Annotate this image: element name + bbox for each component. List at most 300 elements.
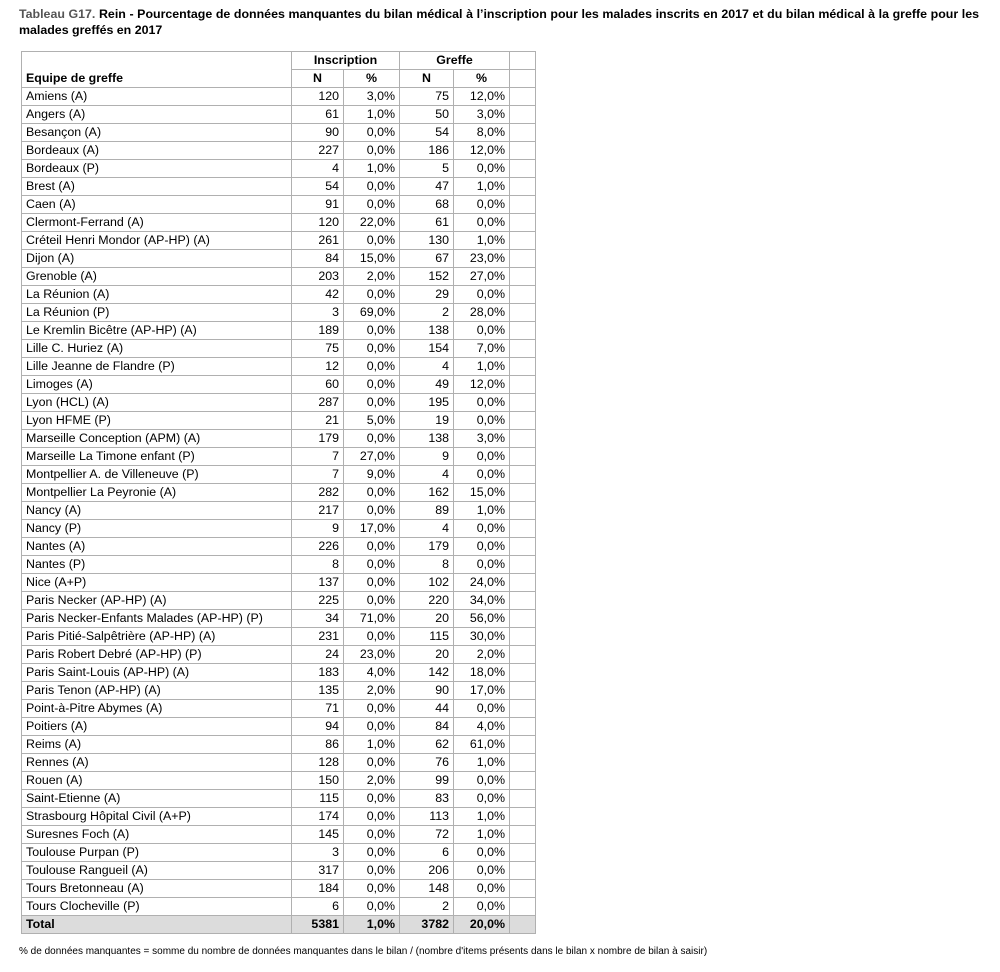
greffe-n: 162: [400, 484, 454, 502]
table-row: [22, 142, 536, 160]
greffe-pct: 12,0%: [454, 88, 510, 106]
table-row: [22, 664, 536, 682]
empty-cell: [510, 664, 536, 682]
inscription-n: 42: [292, 286, 344, 304]
inscription-pct: 0,0%: [344, 502, 400, 520]
table-row: [22, 646, 536, 664]
inscription-n: 226: [292, 538, 344, 556]
empty-cell: [510, 196, 536, 214]
table-row: [22, 376, 536, 394]
table-row: [22, 412, 536, 430]
greffe-n: 220: [400, 592, 454, 610]
inscription-pct: 71,0%: [344, 610, 400, 628]
greffe-pct: 1,0%: [454, 808, 510, 826]
greffe-pct: 12,0%: [454, 376, 510, 394]
table-row: [22, 772, 536, 790]
greffe-pct: 0,0%: [454, 772, 510, 790]
greffe-n: 206: [400, 862, 454, 880]
empty-cell: [510, 124, 536, 142]
greffe-n: 76: [400, 754, 454, 772]
inscription-n: 261: [292, 232, 344, 250]
greffe-n: 90: [400, 682, 454, 700]
greffe-n: 54: [400, 124, 454, 142]
greffe-n: 49: [400, 376, 454, 394]
inscription-n: 34: [292, 610, 344, 628]
greffe-pct: 0,0%: [454, 520, 510, 538]
greffe-n: 47: [400, 178, 454, 196]
greffe-pct: 0,0%: [454, 394, 510, 412]
inscription-pct: 22,0%: [344, 214, 400, 232]
team-name: Grenoble (A): [22, 268, 292, 286]
greffe-n: 75: [400, 88, 454, 106]
team-name: Rouen (A): [22, 772, 292, 790]
inscription-pct: 0,0%: [344, 628, 400, 646]
empty-cell: [510, 250, 536, 268]
header-row-groups: [22, 52, 536, 70]
greffe-pct: 0,0%: [454, 844, 510, 862]
team-name: Clermont-Ferrand (A): [22, 214, 292, 232]
footnote: % de données manquantes = somme du nombre de données manquantes dans le bilan / (nombre d'items présents dans le bilan x nombre de bilan à saisir): [19, 946, 708, 957]
empty-cell: [510, 448, 536, 466]
greffe-n: 4: [400, 358, 454, 376]
inscription-n: 282: [292, 484, 344, 502]
inscription-pct: 0,0%: [344, 808, 400, 826]
total-label: Total: [22, 916, 292, 934]
greffe-n: 6: [400, 844, 454, 862]
greffe-pct: 1,0%: [454, 232, 510, 250]
inscription-n: 84: [292, 250, 344, 268]
table-row: [22, 844, 536, 862]
empty-cell: [510, 538, 536, 556]
inscription-n: 145: [292, 826, 344, 844]
inscription-n: 183: [292, 664, 344, 682]
inscription-pct: 0,0%: [344, 718, 400, 736]
table-row: [22, 430, 536, 448]
inscription-pct: 1,0%: [344, 160, 400, 178]
column-header-team: Equipe de greffe: [22, 52, 292, 88]
greffe-pct: 0,0%: [454, 412, 510, 430]
team-name: Limoges (A): [22, 376, 292, 394]
team-name: Lille Jeanne de Flandre (P): [22, 358, 292, 376]
greffe-pct: 1,0%: [454, 358, 510, 376]
greffe-pct: 1,0%: [454, 502, 510, 520]
greffe-pct: 3,0%: [454, 430, 510, 448]
table-row: [22, 250, 536, 268]
empty-cell: [510, 232, 536, 250]
empty-cell: [510, 916, 536, 934]
table-row: [22, 160, 536, 178]
inscription-pct: 15,0%: [344, 250, 400, 268]
empty-cell: [510, 178, 536, 196]
greffe-pct: 27,0%: [454, 268, 510, 286]
inscription-pct: 0,0%: [344, 538, 400, 556]
inscription-n: 54: [292, 178, 344, 196]
inscription-pct: 0,0%: [344, 124, 400, 142]
inscription-n: 317: [292, 862, 344, 880]
inscription-pct: 0,0%: [344, 358, 400, 376]
empty-cell: [510, 376, 536, 394]
greffe-pct: 0,0%: [454, 790, 510, 808]
table-row: [22, 232, 536, 250]
inscription-n: 9: [292, 520, 344, 538]
empty-cell: [510, 88, 536, 106]
team-name: Tours Clocheville (P): [22, 898, 292, 916]
table-row: [22, 682, 536, 700]
empty-cell: [510, 520, 536, 538]
empty-cell: [510, 484, 536, 502]
inscription-n: 287: [292, 394, 344, 412]
table-row: [22, 106, 536, 124]
greffe-n: 142: [400, 664, 454, 682]
inscription-pct: 0,0%: [344, 286, 400, 304]
inscription-n: 203: [292, 268, 344, 286]
table-row: [22, 592, 536, 610]
greffe-pct: 61,0%: [454, 736, 510, 754]
greffe-n: 83: [400, 790, 454, 808]
greffe-pct: 0,0%: [454, 700, 510, 718]
greffe-pct: 2,0%: [454, 646, 510, 664]
inscription-pct: 17,0%: [344, 520, 400, 538]
column-header-inscription-n: N: [292, 70, 344, 88]
team-name: Montpellier La Peyronie (A): [22, 484, 292, 502]
team-name: Marseille Conception (APM) (A): [22, 430, 292, 448]
empty-cell: [510, 880, 536, 898]
inscription-n: 137: [292, 574, 344, 592]
inscription-pct: 9,0%: [344, 466, 400, 484]
table-row: [22, 736, 536, 754]
table-row: [22, 466, 536, 484]
empty-cell: [510, 592, 536, 610]
missing-data-table: [21, 51, 536, 934]
greffe-pct: 0,0%: [454, 322, 510, 340]
team-name: Bordeaux (P): [22, 160, 292, 178]
inscription-n: 12: [292, 358, 344, 376]
inscription-pct: 0,0%: [344, 430, 400, 448]
table-row: [22, 880, 536, 898]
greffe-n: 72: [400, 826, 454, 844]
inscription-n: 150: [292, 772, 344, 790]
team-name: Suresnes Foch (A): [22, 826, 292, 844]
inscription-pct: 0,0%: [344, 556, 400, 574]
team-name: Nantes (A): [22, 538, 292, 556]
greffe-pct: 0,0%: [454, 196, 510, 214]
greffe-n: 29: [400, 286, 454, 304]
greffe-n: 148: [400, 880, 454, 898]
team-name: Dijon (A): [22, 250, 292, 268]
greffe-n: 20: [400, 646, 454, 664]
table-row: [22, 754, 536, 772]
inscription-pct: 0,0%: [344, 700, 400, 718]
inscription-pct: 0,0%: [344, 232, 400, 250]
inscription-pct: 0,0%: [344, 754, 400, 772]
greffe-pct: 0,0%: [454, 466, 510, 484]
inscription-n: 120: [292, 214, 344, 232]
team-name: Rennes (A): [22, 754, 292, 772]
table-row: [22, 808, 536, 826]
team-name: Paris Pitié-Salpêtrière (AP-HP) (A): [22, 628, 292, 646]
inscription-pct: 0,0%: [344, 574, 400, 592]
greffe-n: 138: [400, 322, 454, 340]
team-name: Marseille La Timone enfant (P): [22, 448, 292, 466]
inscription-n: 189: [292, 322, 344, 340]
column-header-inscription-pct: %: [344, 70, 400, 88]
table-row: [22, 538, 536, 556]
greffe-pct: 30,0%: [454, 628, 510, 646]
empty-cell: [510, 214, 536, 232]
inscription-n: 71: [292, 700, 344, 718]
team-name: Toulouse Purpan (P): [22, 844, 292, 862]
table-row: [22, 340, 536, 358]
team-name: Caen (A): [22, 196, 292, 214]
table-row: [22, 790, 536, 808]
empty-cell: [510, 826, 536, 844]
column-group-inscription: Inscription: [292, 52, 400, 70]
table-row: [22, 862, 536, 880]
empty-cell: [510, 412, 536, 430]
greffe-n: 84: [400, 718, 454, 736]
column-group-greffe: Greffe: [400, 52, 510, 70]
team-name: Nancy (A): [22, 502, 292, 520]
table-row: [22, 394, 536, 412]
greffe-pct: 0,0%: [454, 286, 510, 304]
team-name: Nantes (P): [22, 556, 292, 574]
greffe-n: 186: [400, 142, 454, 160]
greffe-pct: 1,0%: [454, 178, 510, 196]
greffe-pct: 0,0%: [454, 898, 510, 916]
empty-cell: [510, 682, 536, 700]
greffe-n: 9: [400, 448, 454, 466]
team-name: La Réunion (A): [22, 286, 292, 304]
greffe-n: 113: [400, 808, 454, 826]
team-name: Lille C. Huriez (A): [22, 340, 292, 358]
greffe-pct: 28,0%: [454, 304, 510, 322]
greffe-n: 89: [400, 502, 454, 520]
inscription-pct: 4,0%: [344, 664, 400, 682]
empty-cell: [510, 304, 536, 322]
greffe-pct: 0,0%: [454, 448, 510, 466]
inscription-pct: 0,0%: [344, 880, 400, 898]
greffe-n: 50: [400, 106, 454, 124]
empty-header-cell: [510, 52, 536, 70]
team-name: Reims (A): [22, 736, 292, 754]
inscription-pct: 2,0%: [344, 268, 400, 286]
empty-cell: [510, 556, 536, 574]
table-row: [22, 610, 536, 628]
inscription-n: 21: [292, 412, 344, 430]
inscription-n: 128: [292, 754, 344, 772]
empty-cell: [510, 268, 536, 286]
greffe-n: 61: [400, 214, 454, 232]
inscription-pct: 2,0%: [344, 772, 400, 790]
empty-cell: [510, 646, 536, 664]
greffe-n: 20: [400, 610, 454, 628]
table-row: [22, 574, 536, 592]
table-row: [22, 214, 536, 232]
team-name: Paris Saint-Louis (AP-HP) (A): [22, 664, 292, 682]
table-row: [22, 178, 536, 196]
greffe-n: 68: [400, 196, 454, 214]
greffe-n: 154: [400, 340, 454, 358]
empty-header-cell: [510, 70, 536, 88]
greffe-pct: 0,0%: [454, 880, 510, 898]
team-name: Tours Bretonneau (A): [22, 880, 292, 898]
empty-cell: [510, 862, 536, 880]
empty-cell: [510, 502, 536, 520]
team-name: Le Kremlin Bicêtre (AP-HP) (A): [22, 322, 292, 340]
greffe-pct: 0,0%: [454, 160, 510, 178]
team-name: Strasbourg Hôpital Civil (A+P): [22, 808, 292, 826]
greffe-n: 130: [400, 232, 454, 250]
inscription-n: 8: [292, 556, 344, 574]
column-header-greffe-pct: %: [454, 70, 510, 88]
greffe-n: 5: [400, 160, 454, 178]
inscription-n: 75: [292, 340, 344, 358]
greffe-pct: 1,0%: [454, 826, 510, 844]
greffe-pct: 0,0%: [454, 862, 510, 880]
greffe-pct: 15,0%: [454, 484, 510, 502]
inscription-pct: 0,0%: [344, 592, 400, 610]
inscription-n: 179: [292, 430, 344, 448]
inscription-n: 6: [292, 898, 344, 916]
greffe-n: 179: [400, 538, 454, 556]
greffe-n: 8: [400, 556, 454, 574]
team-name: Brest (A): [22, 178, 292, 196]
table-row: [22, 826, 536, 844]
table-row: [22, 322, 536, 340]
inscription-pct: 1,0%: [344, 106, 400, 124]
empty-cell: [510, 898, 536, 916]
inscription-n: 60: [292, 376, 344, 394]
greffe-n: 102: [400, 574, 454, 592]
inscription-n: 120: [292, 88, 344, 106]
team-name: Toulouse Rangueil (A): [22, 862, 292, 880]
team-name: Paris Necker (AP-HP) (A): [22, 592, 292, 610]
team-name: Lyon HFME (P): [22, 412, 292, 430]
greffe-n: 152: [400, 268, 454, 286]
team-name: La Réunion (P): [22, 304, 292, 322]
empty-cell: [510, 322, 536, 340]
greffe-n: 62: [400, 736, 454, 754]
inscription-n: 217: [292, 502, 344, 520]
inscription-pct: 0,0%: [344, 178, 400, 196]
empty-cell: [510, 700, 536, 718]
greffe-pct: 3,0%: [454, 106, 510, 124]
inscription-n: 3: [292, 844, 344, 862]
greffe-pct: 0,0%: [454, 556, 510, 574]
greffe-n: 19: [400, 412, 454, 430]
team-name: Lyon (HCL) (A): [22, 394, 292, 412]
table-row: [22, 718, 536, 736]
inscription-n: 24: [292, 646, 344, 664]
greffe-pct: 56,0%: [454, 610, 510, 628]
greffe-n: 115: [400, 628, 454, 646]
greffe-n: 2: [400, 898, 454, 916]
team-name: Besançon (A): [22, 124, 292, 142]
table-row: [22, 286, 536, 304]
empty-cell: [510, 358, 536, 376]
greffe-n: 67: [400, 250, 454, 268]
greffe-pct: 23,0%: [454, 250, 510, 268]
greffe-pct: 0,0%: [454, 538, 510, 556]
team-name: Poitiers (A): [22, 718, 292, 736]
table-row: [22, 358, 536, 376]
greffe-pct: 18,0%: [454, 664, 510, 682]
table-title: [19, 6, 979, 38]
column-header-greffe-n: N: [400, 70, 454, 88]
inscription-n: 135: [292, 682, 344, 700]
team-name: Nice (A+P): [22, 574, 292, 592]
table-row: [22, 628, 536, 646]
greffe-n: 195: [400, 394, 454, 412]
table-row: [22, 898, 536, 916]
greffe-pct: 17,0%: [454, 682, 510, 700]
inscription-pct: 1,0%: [344, 736, 400, 754]
empty-cell: [510, 574, 536, 592]
empty-cell: [510, 340, 536, 358]
inscription-pct: 2,0%: [344, 682, 400, 700]
greffe-pct: 24,0%: [454, 574, 510, 592]
greffe-n: 2: [400, 304, 454, 322]
inscription-pct: 27,0%: [344, 448, 400, 466]
inscription-n: 174: [292, 808, 344, 826]
inscription-n: 115: [292, 790, 344, 808]
inscription-n: 61: [292, 106, 344, 124]
table-row: [22, 700, 536, 718]
total-inscription-pct: 1,0%: [344, 916, 400, 934]
greffe-pct: 0,0%: [454, 214, 510, 232]
inscription-pct: 0,0%: [344, 376, 400, 394]
inscription-pct: 69,0%: [344, 304, 400, 322]
team-name: Nancy (P): [22, 520, 292, 538]
team-name: Bordeaux (A): [22, 142, 292, 160]
empty-cell: [510, 754, 536, 772]
team-name: Paris Robert Debré (AP-HP) (P): [22, 646, 292, 664]
table-row: [22, 88, 536, 106]
total-greffe-pct: 20,0%: [454, 916, 510, 934]
greffe-n: 4: [400, 520, 454, 538]
inscription-n: 7: [292, 466, 344, 484]
greffe-n: 138: [400, 430, 454, 448]
greffe-n: 4: [400, 466, 454, 484]
table-row: [22, 484, 536, 502]
table-row: [22, 304, 536, 322]
inscription-n: 91: [292, 196, 344, 214]
table-row: [22, 520, 536, 538]
greffe-pct: 7,0%: [454, 340, 510, 358]
inscription-n: 184: [292, 880, 344, 898]
team-name: Montpellier A. de Villeneuve (P): [22, 466, 292, 484]
inscription-n: 86: [292, 736, 344, 754]
table-row: [22, 268, 536, 286]
empty-cell: [510, 394, 536, 412]
inscription-pct: 0,0%: [344, 322, 400, 340]
table-row: [22, 448, 536, 466]
empty-cell: [510, 790, 536, 808]
inscription-n: 94: [292, 718, 344, 736]
empty-cell: [510, 628, 536, 646]
inscription-pct: 0,0%: [344, 790, 400, 808]
empty-cell: [510, 430, 536, 448]
total-greffe-n: 3782: [400, 916, 454, 934]
table-body: [22, 88, 536, 916]
empty-cell: [510, 466, 536, 484]
inscription-pct: 0,0%: [344, 826, 400, 844]
table-row: [22, 124, 536, 142]
greffe-n: 44: [400, 700, 454, 718]
empty-cell: [510, 286, 536, 304]
inscription-pct: 0,0%: [344, 142, 400, 160]
team-name: Amiens (A): [22, 88, 292, 106]
